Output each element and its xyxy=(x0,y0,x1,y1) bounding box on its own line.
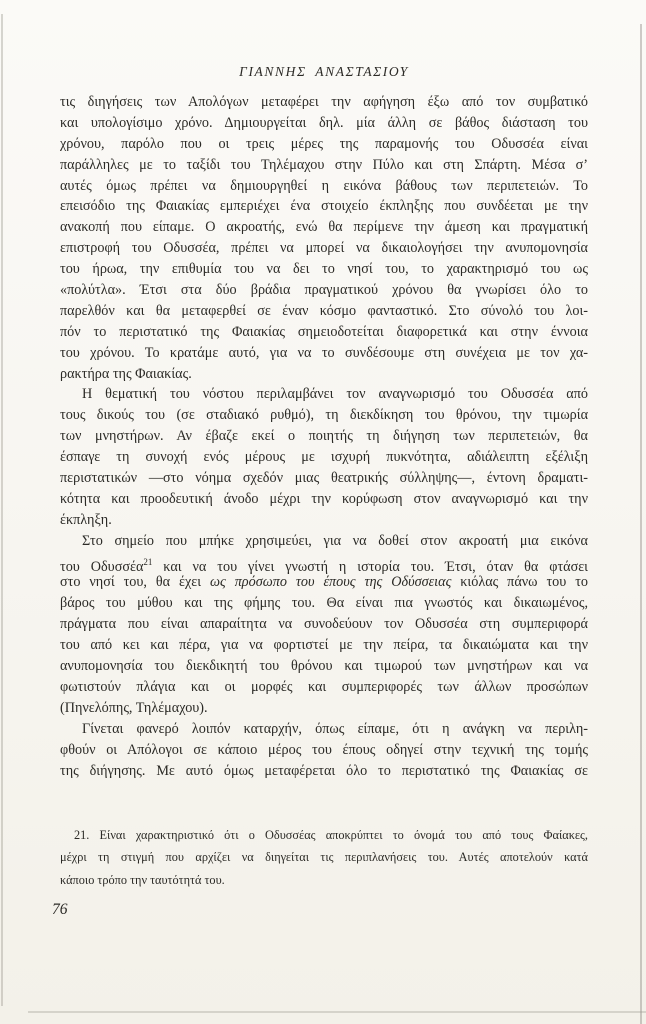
text-segment: τις διηγήσεις των Απολόγων μεταφέρει την αφήγηση έξω από τον συμβατικό xyxy=(60,94,588,110)
text-segment: Στο σημείο που μπήκε χρησιμεύει, για να δοθεί στον ακροατή μια εικόνα xyxy=(82,532,588,549)
text-segment: φθούν οι Απόλογοι σε κάποιο μέρος του έπους οδηγεί στην τεχνική της τομής xyxy=(60,741,588,758)
body-text-line xyxy=(60,656,588,677)
text-segment: παράλληλες με το ταξίδι του Τηλέμαχου στην Πύλο και στη Σπάρτη. Μέσα σ’ xyxy=(60,156,588,173)
text-segment: μέχρι τη στιγμή που αρχίζει να διηγείται τις περιπλανήσεις του. Αυτές αποτελούν κατά xyxy=(60,850,588,865)
text-segment: τους δικούς του (σε σταδιακό ρυθμό), τη διεκδίκηση του θρόνου, την τιμωρία xyxy=(60,407,588,424)
body-text-line xyxy=(60,134,588,155)
footnote xyxy=(60,824,588,891)
text-segment: πόν το περιστατικό της Φαιακίας σημειοδοτείται διαφορετικά και στην έννοια xyxy=(60,323,588,340)
text-segment: (Πηνελόπης, Τηλέμαχου). xyxy=(60,699,208,716)
text-segment: Η θεματική του νόστου περιλαμβάνει τον αναγνωρισμό του Οδυσσέα από xyxy=(82,386,588,403)
page-edge-bottom xyxy=(28,1011,646,1013)
text-segment: κάποιο τρόπο την ταυτότητά του. xyxy=(60,872,225,887)
body-text-line xyxy=(60,740,588,761)
body-text-line xyxy=(60,176,588,197)
page-edge-left xyxy=(1,14,3,1006)
body-text-line xyxy=(60,531,588,552)
body-text-line xyxy=(60,280,588,301)
text-segment: αυτές όμως πρέπει να δημιουργηθεί η εικόνα βάθους των περιπετειών. Το xyxy=(60,177,588,194)
footnote-reference: 21 xyxy=(143,556,153,567)
body-text-line xyxy=(60,614,588,635)
text-segment: χρόνου, παρόλο που οι τρεις μέρες της παραμονής του Οδυσσέα είναι xyxy=(60,135,588,152)
body-text-line xyxy=(60,405,588,426)
body-text-line xyxy=(60,384,588,405)
text-segment: ανακοπή που είπαμε. Ο ακροατής, ενώ θα περίμενε την άμεση και πραγματική xyxy=(60,219,588,236)
body-text-line xyxy=(60,593,588,614)
body-text-line xyxy=(60,761,588,782)
body-text-line xyxy=(60,196,588,217)
text-segment: ρακτήρα της Φαιακίας. xyxy=(60,365,192,382)
body-text-line xyxy=(60,155,588,176)
text-segment: του ήρωα, την επιθυμία του να δει το νησί του, το χαρακτηρισμό του ως xyxy=(60,261,588,278)
body-text-line xyxy=(60,635,588,656)
body-text xyxy=(60,92,588,781)
running-head-author: ΓΙΑΝΝΗΣ ΑΝΑΣΤΑΣΙΟΥ xyxy=(239,64,409,79)
text-segment: επεισόδιο της Φαιακίας εμπεριέχει ένα στοιχείο έκπληξης που συνδέεται με την xyxy=(60,198,588,215)
emphasis-italic: ως πρόσωπο του έπους της Οδύσσειας xyxy=(210,574,452,591)
text-segment: των μνηστήρων. Αν έβαζε εκεί ο ποιητής τη διήγηση των περιπετειών, θα xyxy=(60,428,588,445)
text-segment: φωτιστούν πλάγια και οι μορφές και συμπεριφορές των άλλων προσώπων xyxy=(60,678,588,695)
text-segment: ανυπομονησία του διεκδικητή του θρόνου και τιμωρού των μνηστήρων και να xyxy=(60,658,588,675)
text-segment: έσπαγε τη συνοχή ενός μέρους με ισχυρή πυκνότητα, αδιάλειπτη εξέλιξη xyxy=(60,449,588,466)
body-text-line xyxy=(60,259,588,280)
text-segment: και υπολογίσιμο χρόνο. Δημιουργείται δηλ. μία άλλη σε βάθος διάσταση του xyxy=(60,114,588,131)
footnote-line xyxy=(60,869,588,891)
body-text-line xyxy=(60,677,588,698)
text-segment: και να του γίνει γνωστή η ιστορία του. Έτσι, όταν θα φτάσει xyxy=(152,558,588,575)
footnote-line xyxy=(60,824,588,846)
body-text-line xyxy=(60,217,588,238)
text-segment: της διήγησης. Με αυτό όμως μεταφέρεται όλο το περιστατικό της Φαιακίας σε xyxy=(60,762,588,779)
body-text-line xyxy=(60,238,588,259)
footnote-line xyxy=(60,846,588,868)
text-segment: παρελθόν και θα μεταφερθεί σε έναν κόσμο φανταστικό. Στο σύνολό του λοι- xyxy=(60,302,588,319)
text-segment: κιόλας πάνω του το xyxy=(451,574,588,591)
body-text-line xyxy=(60,698,588,719)
body-text-line xyxy=(60,113,588,134)
body-text-line xyxy=(60,468,588,489)
text-segment: επιστροφή του Οδυσσέα, πρέπει να μπορεί να δικαιολογήσει την ανυπομονησία xyxy=(60,240,588,257)
body-text-line xyxy=(60,489,588,510)
text-segment: του Οδυσσέα xyxy=(60,558,144,575)
text-segment: βάρος του μύθου και της φήμης του. Θα είναι πια γνωστός και δικαιωμένος, xyxy=(60,595,588,612)
body-text-line xyxy=(60,552,588,573)
page-edge-right xyxy=(640,24,642,1024)
text-segment: του από κει και πέρα, για να φορτιστεί με την πείρα, τα δικαιώματα και την xyxy=(60,637,588,654)
body-text-line xyxy=(60,719,588,740)
text-segment: στο νησί του, θα έχει xyxy=(60,574,210,591)
body-text-line xyxy=(60,92,588,113)
text-segment: «πολύτλα». Έτσι στα δύο βράδια πραγματικού χρόνου θα γνωρίσει όλο το xyxy=(60,282,588,299)
body-text-line xyxy=(60,572,588,593)
text-segment: κότητα και προοδευτική άνοδο μέχρι την κορύφωση στον αναγνωρισμό και την xyxy=(60,490,588,507)
body-text-line xyxy=(60,447,588,468)
text-segment: 21. Είναι χαρακτηριστικό ότι ο Οδυσσέας αποκρύπτει το όνομά του από τους Φαίακες, xyxy=(74,828,588,842)
body-text-line xyxy=(60,426,588,447)
page-number: 76 xyxy=(52,901,68,918)
body-text-line xyxy=(60,322,588,343)
text-segment: περιστατικών —στο νόημα σχεδόν μιας θεατρικής σύλληψης—, έντονη δραματι- xyxy=(60,470,588,487)
text-segment: πράγματα που είναι απαραίτητα να συνοδεύουν τον Οδυσσέα στη συμπεριφορά xyxy=(60,616,588,633)
body-text-line xyxy=(60,510,588,531)
text-segment: έκπληξη. xyxy=(60,511,112,528)
text-segment: του χρόνου. Το κρατάμε αυτό, για να το συνδέσουμε στη συνέχεια με τον χα- xyxy=(60,344,588,361)
body-text-line xyxy=(60,364,588,385)
text-segment: Γίνεται φανερό λοιπόν καταρχήν, όπως είπαμε, ότι η ανάγκη να περιλη- xyxy=(82,720,588,737)
body-text-line xyxy=(60,301,588,322)
body-text-line xyxy=(60,343,588,364)
